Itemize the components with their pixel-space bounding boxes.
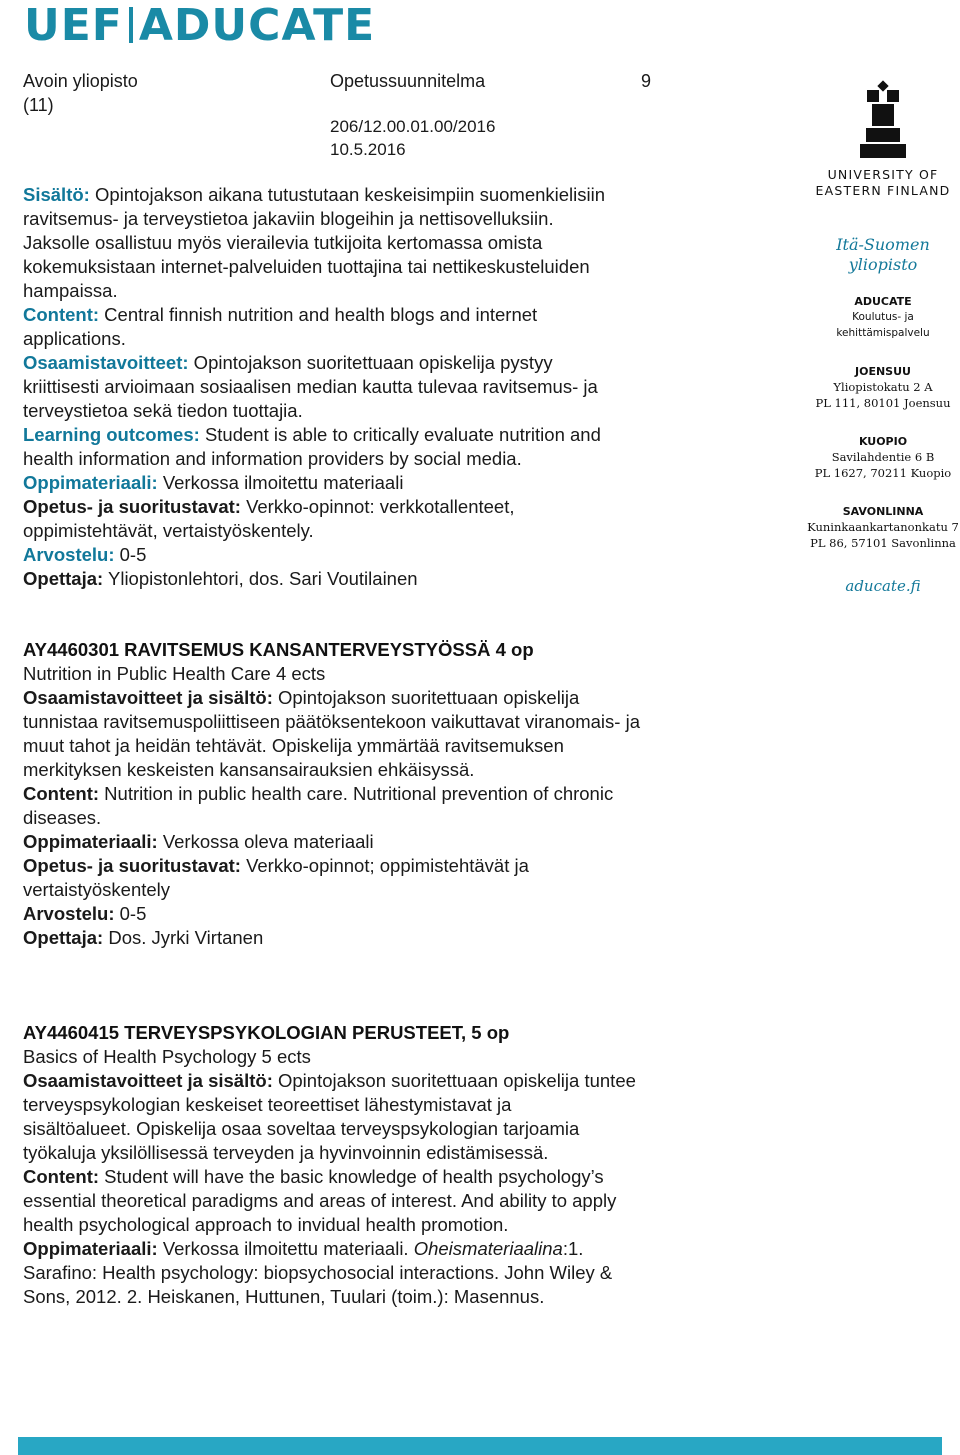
- s1-line: Oppimateriaali: Verkossa ilmoitettu materiaali: [23, 472, 404, 493]
- s1-line: applications.: [23, 328, 126, 349]
- sidebar-address: PL 111, 80101 Joensuu: [815, 396, 951, 410]
- s1-line: Learning outcomes: Student is able to critically evaluate nutrition and: [23, 424, 601, 445]
- s2-course-subtitle: Nutrition in Public Health Care 4 ects: [23, 663, 326, 684]
- sidebar-ita-suomen: Itä-Suomen: [836, 235, 930, 254]
- s1-line: Content: Central finnish nutrition and health blogs and internet: [23, 304, 538, 325]
- s1-line: Jaksolle osallistuu myös vierailevia tutkijoita kertomassa omista: [23, 232, 543, 253]
- header-doc-code: 206/12.00.01.00/2016: [330, 117, 496, 136]
- footer-bar: [18, 1437, 942, 1455]
- sidebar-city-savonlinna: SAVONLINNA: [842, 505, 924, 518]
- sidebar-address: PL 1627, 70211 Kuopio: [814, 466, 952, 480]
- s3-line: Content: Student will have the basic knowledge of health psychology’s: [23, 1166, 604, 1187]
- s2-course-title: AY4460301 RAVITSEMUS KANSANTERVEYSTYÖSSÄ 4 op: [23, 639, 534, 660]
- s1-line: Osaamistavoitteet: Opintojakson suoritettuaan opiskelija pystyy: [23, 352, 553, 373]
- header-doc-date: 10.5.2016: [330, 140, 406, 159]
- sidebar-address: Savilahdentie 6 B: [831, 450, 935, 464]
- s1-line: terveystietoa sekä tiedon tuottajia.: [23, 400, 303, 421]
- s3-course-subtitle: Basics of Health Psychology 5 ects: [23, 1046, 311, 1067]
- sidebar-contact: [806, 80, 960, 595]
- sidebar-text: Koulutus- ja: [852, 311, 914, 323]
- sidebar-text: kehittämispalvelu: [836, 327, 930, 339]
- header-org-count: (11): [23, 95, 54, 115]
- sidebar-yliopisto: yliopisto: [848, 255, 918, 274]
- s3-line: työkaluja yksilöllisessä terveyden ja hyvinvoinnin edistämisessä.: [23, 1142, 549, 1163]
- s2-line: vertaistyöskentely: [23, 879, 171, 900]
- s3-line: Osaamistavoitteet ja sisältö: Opintojakson suoritettuaan opiskelija tuntee: [23, 1070, 636, 1091]
- s2-line: diseases.: [23, 807, 102, 828]
- s2-line: Opetus- ja suoritustavat: Verkko-opinnot; oppimistehtävät ja: [23, 855, 529, 876]
- sidebar-city-joensuu: JOENSUU: [855, 365, 911, 378]
- s3-line: Sarafino: Health psychology: biopsychosocial interactions. John Wiley &: [23, 1262, 613, 1283]
- sidebar-address: Yliopistokatu 2 A: [833, 380, 933, 394]
- sidebar-university-line: EASTERN FINLAND: [815, 183, 951, 198]
- s2-line: tunnistaa ravitsemuspoliittiseen päätöksentekoon vaikuttavat viranomais- ja: [23, 711, 640, 732]
- s1-line: hampaissa.: [23, 280, 118, 301]
- sidebar-address: Kuninkaankartanonkatu 7: [807, 520, 959, 534]
- s1-line: oppimistehtävät, vertaistyöskentely.: [23, 520, 314, 541]
- s2-line: Oppimateriaali: Verkossa oleva materiaali: [23, 831, 374, 852]
- s3-line: health psychological approach to invidual health promotion.: [23, 1214, 509, 1235]
- s2-line: Osaamistavoitteet ja sisältö: Opintojakson suoritettuaan opiskelija: [23, 687, 580, 708]
- sidebar-city-kuopio: KUOPIO: [858, 435, 908, 448]
- s3-line: essential theoretical paradigms and areas of interest. And ability to apply: [23, 1190, 617, 1211]
- sidebar-university-line: UNIVERSITY OF: [827, 167, 939, 182]
- s1-line: ravitsemus- ja terveystietoa jakaviin blogeihin ja nettisovelluksiin.: [23, 208, 554, 229]
- uef-aducate-logo: UEF ADUCATE: [24, 0, 376, 51]
- s1-line: Opetus- ja suoritustavat: Verkko-opinnot: verkkotallenteet,: [23, 496, 515, 517]
- s2-line: merkityksen keskeisten kansansairauksien ehkäisyssä.: [23, 759, 475, 780]
- s1-line: Arvostelu: 0-5: [23, 544, 147, 565]
- s1-line: health information and information providers by social media.: [23, 448, 522, 469]
- sidebar-address: PL 86, 57101 Savonlinna: [810, 536, 956, 550]
- s3-course-title: AY4460415 TERVEYSPSYKOLOGIAN PERUSTEET, 5 op: [23, 1022, 510, 1043]
- s2-line: Content: Nutrition in public health care. Nutritional prevention of chronic: [23, 783, 614, 804]
- s3-line: sisältöalueet. Opiskelija osaa soveltaa terveyspsykologian tarjoamia: [23, 1118, 580, 1139]
- s2-line: muut tahot ja heidän tehtävät. Opiskelija ymmärtää ravitsemuksen: [23, 735, 564, 756]
- s1-line: kokemuksistaan internet-palveluiden tuottajina tai nettikeskusteluiden: [23, 256, 590, 277]
- s1-line: Sisältö: Opintojakson aikana tutustutaan keskeisimpiin suomenkielisiin: [23, 184, 606, 205]
- s3-line: Oppimateriaali: Verkossa ilmoitettu materiaali. Oheismateriaalina:1.: [23, 1238, 584, 1259]
- sidebar-website-link[interactable]: aducate.fi: [845, 577, 921, 595]
- header-org: Avoin yliopisto: [23, 71, 138, 91]
- s3-line: terveyspsykologian keskeiset teoreettiset lähestymistavat ja: [23, 1094, 512, 1115]
- sidebar-aducate: ADUCATE: [854, 295, 912, 308]
- s1-line: kriittisesti arvioimaan sosiaalisen median kautta tulevaa ravitsemus- ja: [23, 376, 598, 397]
- s2-line: Opettaja: Dos. Jyrki Virtanen: [23, 927, 264, 948]
- s2-line: Arvostelu: 0-5: [23, 903, 147, 924]
- s1-line: Opettaja: Yliopistonlehtori, dos. Sari Voutilainen: [23, 568, 418, 589]
- s3-line: Sons, 2012. 2. Heiskanen, Huttunen, Tuulari (toim.): Masennus.: [23, 1286, 545, 1307]
- header-doc-title: Opetussuunnitelma: [330, 71, 486, 91]
- header-page-number: 9: [641, 71, 652, 91]
- uef-emblem-icon: [848, 80, 918, 160]
